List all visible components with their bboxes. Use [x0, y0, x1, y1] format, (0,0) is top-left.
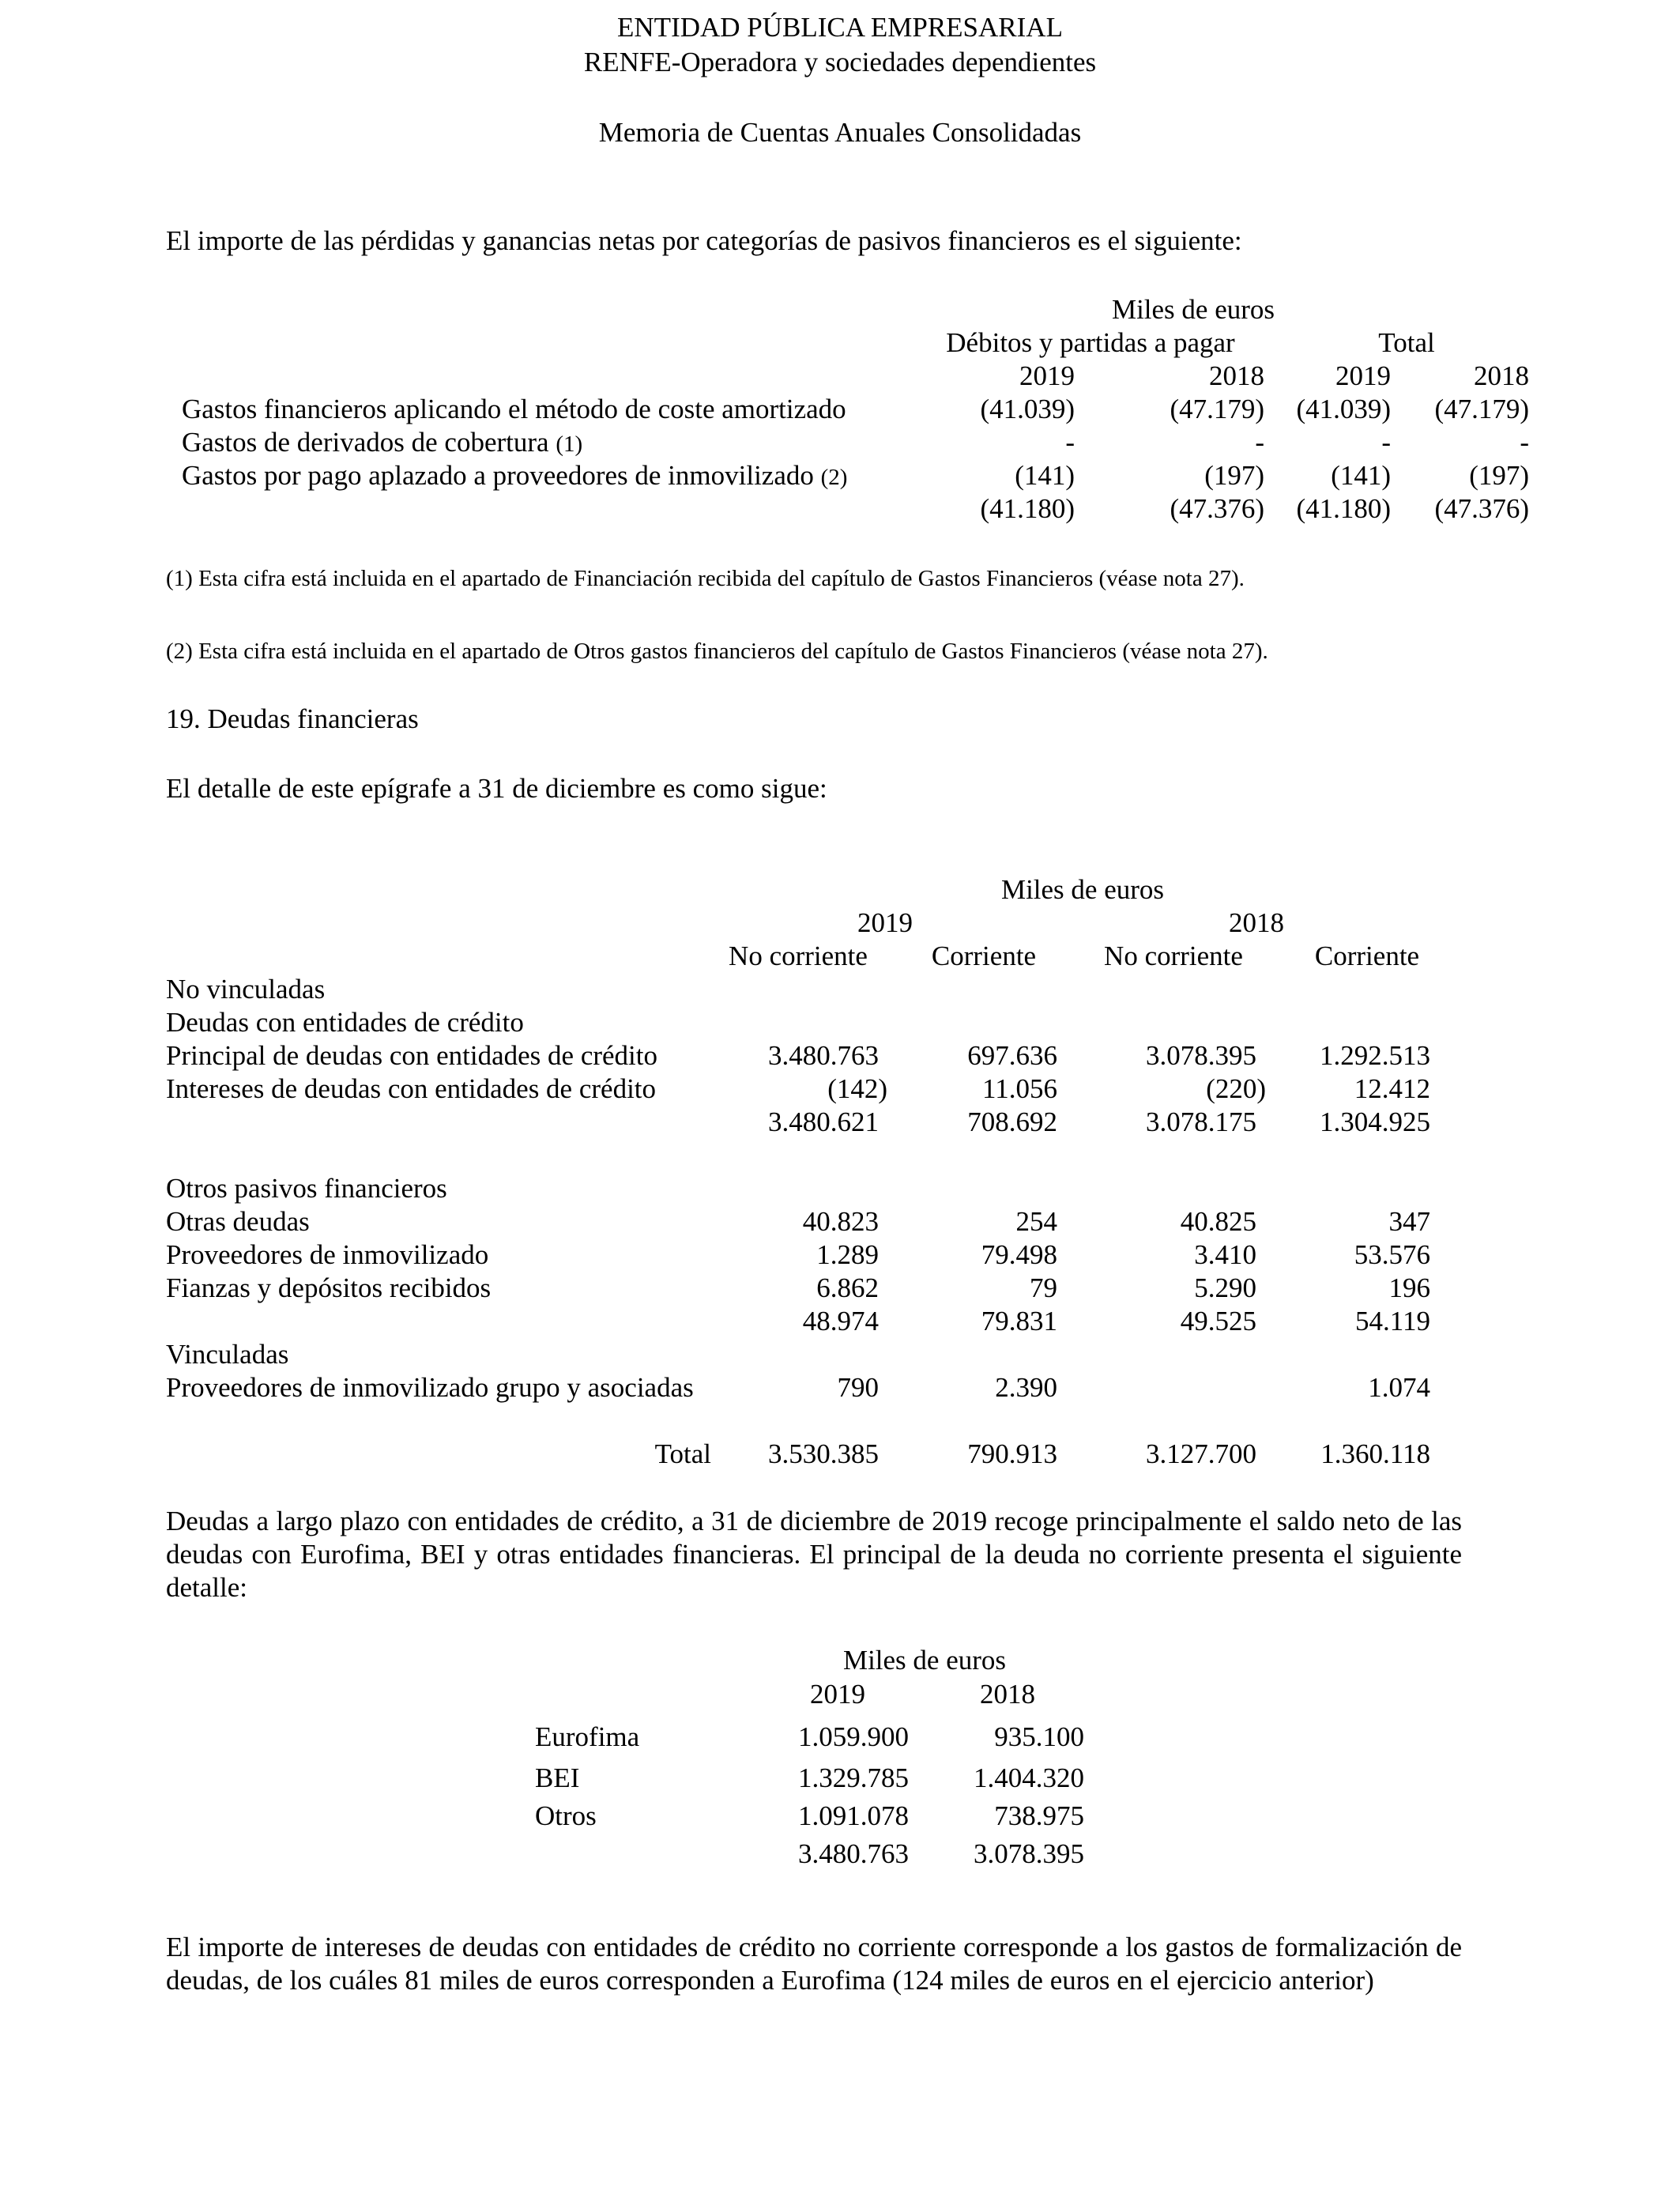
t3-cell: 1.091.078 — [798, 1800, 909, 1831]
t2-cell: (220) — [1206, 1073, 1266, 1104]
t1-year-col2: 2018 — [1209, 360, 1264, 391]
t2-subtotal: 48.974 — [802, 1306, 879, 1336]
t2-cell: 196 — [1388, 1272, 1430, 1303]
t2-row-label: Fianzas y depósitos recibidos — [166, 1272, 492, 1303]
t1-total: (41.180) — [1296, 493, 1391, 524]
t2-subtotal: 1.304.925 — [1320, 1106, 1430, 1137]
t2-row-label: Principal de deudas con entidades de crédito — [166, 1040, 658, 1071]
t2-cell: 1.074 — [1368, 1372, 1430, 1403]
t1-cell: (197) — [1204, 460, 1264, 491]
t2-year-2019: 2019 — [857, 907, 913, 938]
t3-year: 2019 — [810, 1679, 865, 1710]
header-company: RENFE-Operadora y sociedades dependientes — [583, 47, 1097, 77]
t1-total: (47.376) — [1434, 493, 1529, 524]
t2-row-label: Proveedores de inmovilizado grupo y asociadas — [166, 1372, 694, 1403]
t1-cell: (197) — [1469, 460, 1529, 491]
t2-cell: 2.390 — [995, 1372, 1057, 1403]
t1-year-col3: 2019 — [1335, 360, 1391, 391]
t2-cell: 790 — [837, 1372, 879, 1403]
t1-cell: (141) — [1015, 460, 1075, 491]
t2-total: 790.913 — [967, 1438, 1057, 1469]
t2-subtotal: 708.692 — [967, 1106, 1057, 1137]
t3-cell: 1.059.900 — [798, 1721, 909, 1752]
t2-cell: 53.576 — [1354, 1239, 1430, 1270]
t1-year-col1: 2019 — [1019, 360, 1075, 391]
table-row — [182, 428, 582, 456]
intro-paragraph: El importe de las pérdidas y ganancias netas por categorías de pasivos financieros es el siguiente: — [166, 225, 1242, 256]
t1-cell: (47.179) — [1170, 394, 1264, 424]
footnote-2: (2) Esta cifra está incluida en el apartado de Otros gastos financieros del capítulo de Gastos Financieros (véase nota 27). — [166, 639, 1268, 664]
section-title: 19. Deudas financieras — [166, 703, 419, 734]
t2-cell: 1.292.513 — [1320, 1040, 1430, 1071]
t2-unit: Miles de euros — [1000, 874, 1165, 905]
t2-col-header: Corriente — [1314, 941, 1420, 971]
t1-cell: - — [1381, 427, 1391, 458]
t2-cell: 3.410 — [1194, 1239, 1256, 1270]
t1-row-label: Gastos de derivados de cobertura — [182, 427, 549, 458]
t3-cell: 738.975 — [994, 1800, 1084, 1831]
t2-total: 3.127.700 — [1146, 1438, 1256, 1469]
t2-total: 3.530.385 — [768, 1438, 879, 1469]
table-row — [182, 395, 846, 423]
t2-cell: 79 — [1030, 1272, 1057, 1303]
t2-cell: 40.825 — [1180, 1206, 1256, 1237]
t1-row-note: (1) — [556, 432, 583, 457]
t1-row-label: Gastos por pago aplazado a proveedores de inmovilizado — [182, 460, 814, 491]
t1-unit: Miles de euros — [1111, 294, 1275, 325]
t1-cell: (47.179) — [1434, 394, 1529, 424]
t1-cell: - — [1520, 427, 1529, 458]
t1-row-note: (2) — [820, 465, 848, 490]
t2-cell: 3.078.395 — [1146, 1040, 1256, 1071]
t2-total-label: Total — [654, 1438, 711, 1469]
t1-cell: (141) — [1331, 460, 1391, 491]
t2-cell: 697.636 — [967, 1040, 1057, 1071]
t2-cell: 6.862 — [816, 1272, 879, 1303]
t2-cell: 347 — [1388, 1206, 1430, 1237]
t2-subtotal: 3.480.621 — [768, 1106, 879, 1137]
t1-cell: (41.039) — [980, 394, 1075, 424]
t2-subgroup-label: Otros pasivos financieros — [166, 1173, 447, 1204]
t3-total: 3.480.763 — [798, 1838, 909, 1869]
t2-cell: 1.289 — [816, 1239, 879, 1270]
t2-cell: (142) — [827, 1073, 887, 1104]
t2-group-label: No vinculadas — [166, 974, 326, 1005]
t2-subtotal: 49.525 — [1180, 1306, 1256, 1336]
t2-cell: 11.056 — [982, 1073, 1057, 1104]
footnote-1: (1) Esta cifra está incluida en el apartado de Financiación recibida del capítulo de Gastos Financieros (véase nota 27). — [166, 566, 1245, 591]
t2-row-label: Otras deudas — [166, 1206, 310, 1237]
t2-subgroup-label: Deudas con entidades de crédito — [166, 1007, 524, 1038]
section-intro: El detalle de este epígrafe a 31 de diciembre es como sigue: — [166, 773, 827, 804]
t2-cell: 5.290 — [1194, 1272, 1256, 1303]
t2-subtotal: 79.831 — [981, 1306, 1057, 1336]
t3-row-label: BEI — [535, 1762, 580, 1793]
t2-year-2018: 2018 — [1229, 907, 1284, 938]
t2-cell: 79.498 — [981, 1239, 1057, 1270]
paragraph-intereses: El importe de intereses de deudas con entidades de crédito no corriente corresponde a los gastos de formalización de deudas, de los cuáles 81 miles de euros corresponden a Eurofima (124 miles de euros en el ejercicio anterior) — [166, 1932, 1462, 1996]
t2-total: 1.360.118 — [1320, 1438, 1430, 1469]
t3-year: 2018 — [980, 1679, 1035, 1710]
t3-row-label: Otros — [535, 1800, 597, 1831]
t1-year-col4: 2018 — [1474, 360, 1529, 391]
t1-cell: - — [1065, 427, 1075, 458]
t1-cell: (41.039) — [1296, 394, 1391, 424]
t1-total: (47.376) — [1170, 493, 1264, 524]
t3-cell: 935.100 — [994, 1721, 1084, 1752]
t1-row-label: Gastos financieros aplicando el método de coste amortizado — [182, 394, 846, 424]
t2-row-label: Proveedores de inmovilizado — [166, 1239, 489, 1270]
t2-col-header: Corriente — [931, 941, 1037, 971]
t1-cell: - — [1255, 427, 1264, 458]
t1-total: (41.180) — [980, 493, 1075, 524]
t2-subtotal: 54.119 — [1355, 1306, 1430, 1336]
t3-unit: Miles de euros — [842, 1645, 1007, 1676]
paragraph-largo-plazo: Deudas a largo plazo con entidades de crédito, a 31 de diciembre de 2019 recoge principalmente el saldo neto de las deudas con Eurofima, BEI y otras entidades financieras. El principal de la deuda no corriente presenta el siguiente detalle: — [166, 1506, 1462, 1603]
t2-col-header: No corriente — [1104, 941, 1243, 971]
table-row — [182, 462, 847, 489]
t1-group-total: Total — [1378, 327, 1435, 358]
t3-cell: 1.329.785 — [798, 1762, 909, 1793]
t2-group-label: Vinculadas — [166, 1339, 289, 1370]
t2-subtotal: 3.078.175 — [1146, 1106, 1256, 1137]
header-document-title: Memoria de Cuentas Anuales Consolidadas — [598, 117, 1082, 148]
header-entity: ENTIDAD PÚBLICA EMPRESARIAL — [617, 12, 1063, 43]
t1-group-debitos: Débitos y partidas a pagar — [946, 327, 1235, 358]
t2-cell: 3.480.763 — [768, 1040, 879, 1071]
t3-cell: 1.404.320 — [974, 1762, 1084, 1793]
t2-cell: 254 — [1015, 1206, 1057, 1237]
t3-row-label: Eurofima — [535, 1721, 640, 1752]
t2-row-label: Intereses de deudas con entidades de crédito — [166, 1073, 657, 1104]
t2-cell: 12.412 — [1354, 1073, 1430, 1104]
t3-total: 3.078.395 — [974, 1838, 1084, 1869]
t2-cell: 40.823 — [802, 1206, 879, 1237]
t2-col-header: No corriente — [729, 941, 868, 971]
